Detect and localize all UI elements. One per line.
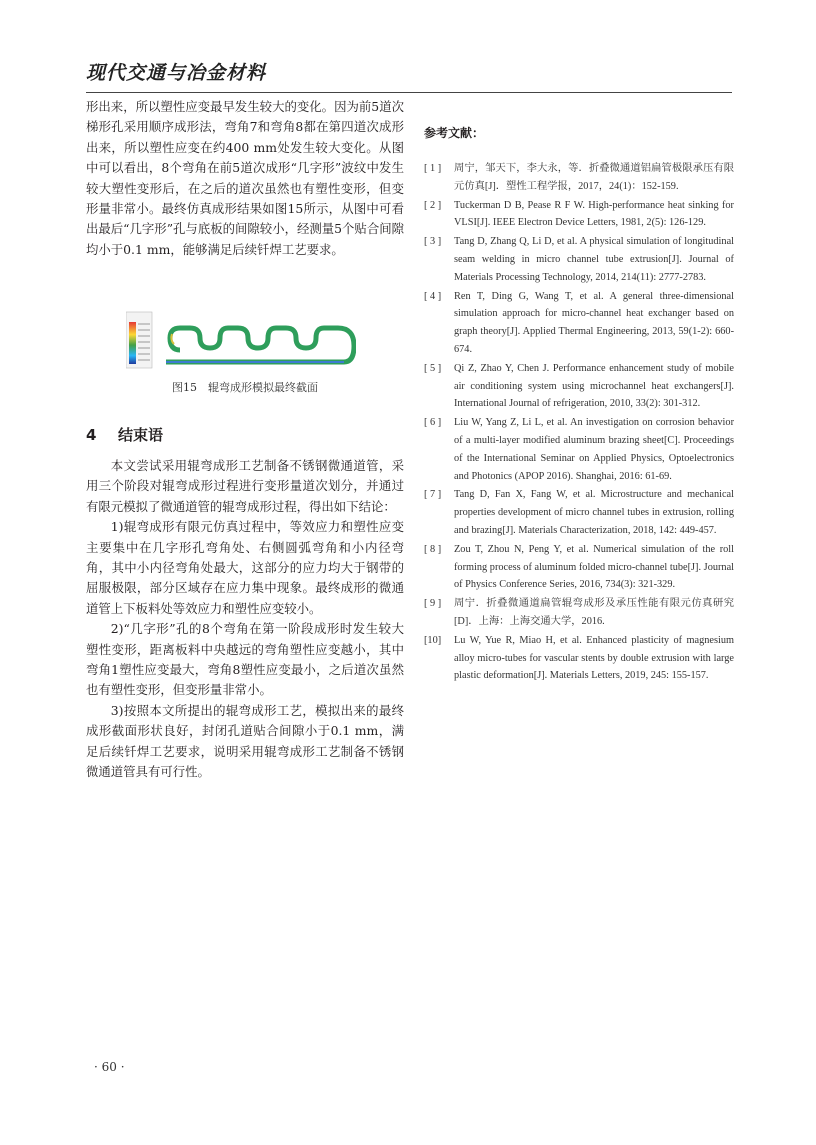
reference-index: [ 1 ] bbox=[424, 163, 442, 174]
page-number: · 60 · bbox=[94, 1060, 125, 1074]
reference-item bbox=[424, 486, 734, 539]
figure-15-image bbox=[126, 310, 356, 372]
reference-text: Liu W, Yang Z, Li L, et al. An investigation on corrosion behavior of a multi-layer modified aluminum brazing sheet[C]. Proceedings of the International Seminar on Applied Physics, Optoelectronics and Photonics (APOP 2016). Shanghai, 2016: 61-69. bbox=[454, 417, 734, 482]
reference-index: [ 6 ] bbox=[424, 417, 442, 429]
reference-item bbox=[424, 233, 734, 286]
reference-item bbox=[424, 160, 734, 196]
reference-item bbox=[424, 360, 734, 413]
figure-caption: 图15 辊弯成形模拟最终截面 bbox=[172, 381, 318, 394]
reference-item bbox=[424, 632, 734, 685]
reference-item bbox=[424, 595, 734, 631]
body-paragraph: 形出来，所以塑性应变最早发生较大的变化。因为前5道次梯形孔采用顺序成形法，弯角7和弯角8都在第四道次成形出来，所以塑性应变在约400 mm处发生较大变化。从图中可以看出，8个弯角在前5道次成形“几字形”波纹中发生较大塑性变形后，在之后的道次虽然也有塑性变形，但变形量非常小。最终仿真成形结果如图15所示，从图中可看出最后“几字形”孔与底板的间隙较小，经测量5个贴合间隙均小于0.1 mm，能够满足后续钎焊工艺要求。 bbox=[86, 99, 404, 257]
references-heading: 参考文献： bbox=[424, 126, 485, 140]
header-rule bbox=[86, 92, 732, 93]
reference-index: [ 4 ] bbox=[424, 290, 442, 302]
reference-text: Tuckerman D B, Pease R F W. High-performance heat sinking for VLSI[J]. IEEE Electron Device Letters, 1981, 2(5): 126-129. bbox=[454, 199, 734, 229]
reference-text: 周宁，邹天下，李大永，等．折叠微通道铝扁管极限承压有限元仿真[J]．塑性工程学报，2017，24(1)：152-159. bbox=[454, 163, 734, 192]
reference-text: Qi Z, Zhao Y, Chen J. Performance enhancement study of mobile air conditioning system using microchannel heat exchangers[J]. International Journal of refrigeration, 2010, 33(2): 301-312. bbox=[454, 362, 734, 410]
journal-logo: 现代交通与冶金材料 bbox=[86, 62, 267, 84]
reference-text: Tang D, Fan X, Fang W, et al. Microstructure and mechanical properties development of micro channel tubes in extrusion, rolling and brazing[J]. Materials Characterization, 2018, 142: 449-457. bbox=[454, 489, 734, 536]
conclusion-item-1: 1)辊弯成形有限元仿真过程中，等效应力和塑性应变主要集中在几字形孔弯角处、右侧圆弧弯角和小内径弯角，其中小内径弯角处最大，这部分的应力均大于钢带的屈服极限，部分区域存在应力集中现象。最终成形的微通道管上下板料处等效应力和塑性应变较小。 bbox=[86, 519, 404, 616]
reference-item bbox=[424, 541, 734, 594]
conclusion-body bbox=[86, 456, 404, 783]
reference-item bbox=[424, 288, 734, 359]
reference-index: [ 3 ] bbox=[424, 236, 442, 248]
section-heading bbox=[86, 424, 163, 445]
reference-index: [ 5 ] bbox=[424, 362, 442, 374]
reference-text: Zou T, Zhou N, Peng Y, et al. Numerical simulation of the roll forming process of aluminum folded micro-channel tube[J]. Journal of Physics Conference Series, 2016, 734(3): 321-329. bbox=[454, 543, 734, 591]
reference-text: 周宁．折叠微通道扁管辊弯成形及承压性能有限元仿真研究[D]．上海：上海交通大学，2016. bbox=[454, 598, 734, 627]
reference-item bbox=[424, 197, 734, 233]
section-title-text: 结束语 bbox=[118, 426, 164, 444]
reference-text: Lu W, Yue R, Miao H, et al. Enhanced plasticity of magnesium alloy micro-tubes for vascular stents by double extrusion with large plastic deformation[J]. Materials Letters, 2019, 245: 155-157. bbox=[454, 634, 734, 682]
section-number: 4 bbox=[86, 426, 97, 444]
reference-index: [10] bbox=[424, 634, 442, 646]
reference-text: Tang D, Zhang Q, Li D, et al. A physical simulation of longitudinal seam welding in micro channel tube extrusion[J]. Journal of Materials Processing Technology, 2014, 214(11): 2777-2783. bbox=[454, 236, 734, 283]
conclusion-item-3: 3)按照本文所提出的辊弯成形工艺，模拟出来的最终成形截面形状良好，封闭孔道贴合间隙小于0.1 mm，满足后续钎焊工艺要求，说明采用辊弯成形工艺制备不锈钢微通道管具有可行性。 bbox=[86, 702, 404, 780]
reference-index: [ 2 ] bbox=[424, 199, 442, 211]
reference-index: [ 9 ] bbox=[424, 598, 442, 610]
reference-text: Ren T, Ding G, Wang T, et al. A general three-dimensional simulation approach for micro-channel heat exchanger based on graph theory[J]. Applied Thermal Engineering, 2013, 59(1-2): 660-674. bbox=[454, 290, 734, 355]
conclusion-item-2: 2)“几字形”孔的8个弯角在第一阶段成形时发生较大塑性变形，距离板料中央越远的弯角塑性应变越小，其中弯角1塑性应变最大，弯角8塑性应变最小，之后道次虽然也有塑性变形，但变形量非常小。 bbox=[86, 621, 404, 698]
left-column bbox=[86, 97, 404, 260]
reference-index: [ 8 ] bbox=[424, 543, 442, 555]
reference-item bbox=[424, 414, 734, 485]
reference-index: [ 7 ] bbox=[424, 489, 442, 501]
fe-cross-section-image bbox=[126, 310, 356, 372]
conclusion-intro: 本文尝试采用辊弯成形工艺制备不锈钢微通道管，采用三个阶段对辊弯成形过程进行变形量道次划分，并通过有限元模拟了微通道管的辊弯成形过程，得出如下结论： bbox=[86, 458, 404, 514]
reference-list bbox=[424, 160, 734, 686]
